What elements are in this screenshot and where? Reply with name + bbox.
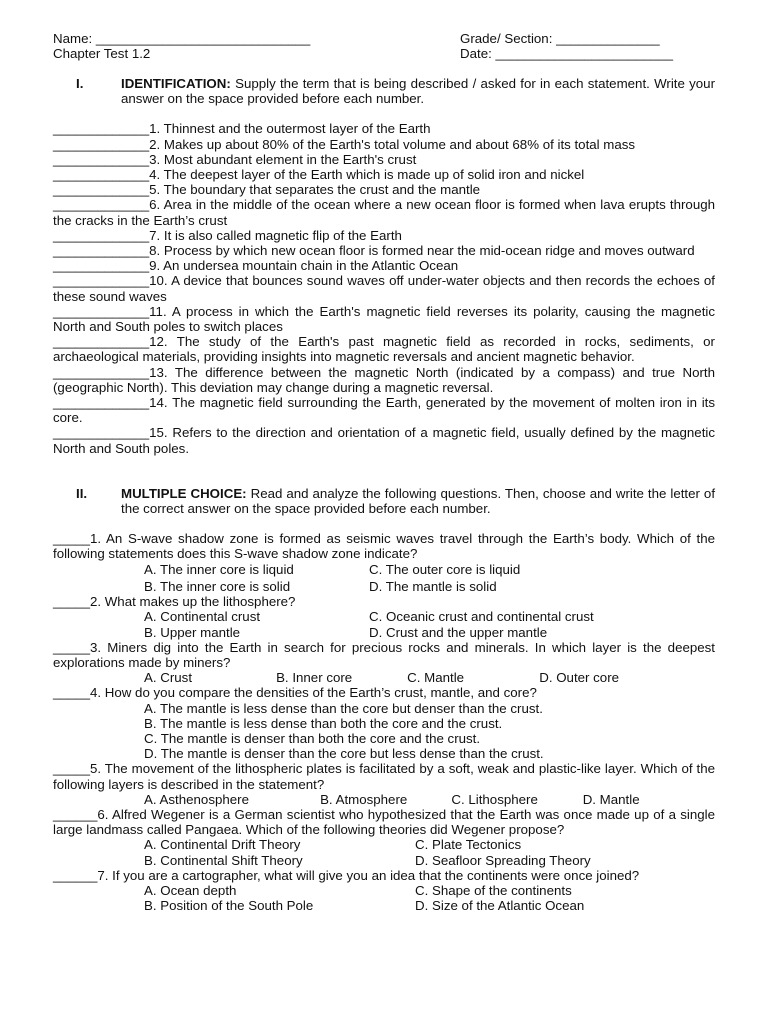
identification-item: _____________5. The boundary that separates the crust and the mantle: [53, 182, 481, 198]
question-block: [53, 594, 715, 640]
options-row: [53, 792, 715, 807]
answer-option: A. The mantle is less dense than the core but denser than the crust.: [144, 700, 543, 716]
section-instructions: [121, 76, 715, 106]
options-row: [53, 579, 715, 594]
answer-option: C. Plate Tectonics: [415, 837, 522, 853]
date-field: Date: ________________________: [460, 46, 673, 61]
section-numeral: I.: [76, 76, 84, 91]
options-row: [53, 625, 715, 640]
answer-option: B. Continental Shift Theory: [144, 852, 303, 868]
multiple-choice-section: [53, 486, 715, 913]
answer-option: C. The mantle is denser than both the core and the crust.: [144, 730, 481, 746]
section-heading: [53, 76, 715, 106]
question-block: [53, 531, 715, 594]
answer-option: A. The inner core is liquid: [144, 561, 294, 577]
answer-option: B. The inner core is solid: [144, 578, 291, 594]
question-stem: _____1. An S-wave shadow zone is formed as seismic waves travel through the Earth’s body. Which of the following statements does this S-wave shadow zone indicate?: [53, 531, 715, 562]
options-row: [53, 562, 715, 577]
question-stem: _____4. How do you compare the densities of the Earth’s crust, mantle, and core?: [53, 685, 537, 701]
test-title: Chapter Test 1.2: [53, 46, 151, 61]
question-stem: ______6. Alfred Wegener is a German scientist who hypothesized that the Earth was once made up of a single large landmass called Pangaea. Which of the following theories did Wegener propose?: [53, 806, 715, 838]
answer-option: C. Lithosphere: [451, 791, 538, 807]
section-title: MULTIPLE CHOICE:: [121, 485, 247, 501]
answer-option: D. Size of the Atlantic Ocean: [415, 898, 585, 914]
grade-section-field: Grade/ Section: ______________: [460, 31, 660, 46]
question-block: [53, 868, 715, 914]
options-row: [53, 609, 715, 624]
options-row: [53, 898, 715, 913]
instruction-text: Read and analyze the following questions. Then, choose and write the letter of the correct answer on the space provided before each number.: [121, 485, 716, 517]
answer-option: C. Oceanic crust and continental crust: [369, 609, 594, 625]
test-page: [53, 31, 715, 913]
options-row: [53, 670, 715, 685]
section-title: IDENTIFICATION:: [121, 76, 231, 91]
answer-option: A. Ocean depth: [144, 882, 237, 898]
identification-item: _____________8. Process by which new ocean floor is formed near the mid-ocean ridge and moves outward: [53, 243, 695, 259]
instruction-text: Supply the term that is being described / asked for in each statement. Write your answer on the space provided before each number.: [121, 76, 715, 107]
answer-option: D. The mantle is denser than the core but less dense than the crust.: [144, 746, 544, 762]
identification-item: _____________1. Thinnest and the outermost layer of the Earth: [53, 121, 431, 137]
options-row: [53, 883, 715, 898]
answer-option: C. Mantle: [407, 670, 465, 686]
question-stem: _____3. Miners dig into the Earth in search for precious rocks and minerals. In which layer is the deepest explorations made by miners?: [53, 639, 715, 670]
section-heading: [53, 486, 715, 516]
identification-item: _____________15. Refers to the direction and orientation of a magnetic field, usually defined by the magnetic North and South poles.: [53, 425, 715, 456]
answer-option: A. Continental crust: [144, 609, 261, 625]
identification-item: _____________2. Makes up about 80% of the Earth's total volume and about 68% of its total mass: [53, 136, 636, 152]
identification-items: [53, 121, 715, 455]
name-field: Name: _____________________________: [53, 31, 311, 46]
question-stem: _____5. The movement of the lithospheric plates is facilitated by a soft, weak and plastic-like layer. Which of the following layers is described in the statement?: [53, 761, 715, 792]
options-row: [53, 853, 715, 868]
question-block: [53, 761, 715, 807]
answer-option: C. Shape of the continents: [415, 882, 572, 898]
identification-item: _____________12. The study of the Earth's past magnetic field as recorded in rocks, sediments, or archaeological materials, providing insights into magnetic reversals and ancient magnetic behavior.: [53, 334, 715, 365]
answer-option: B. Upper mantle: [144, 624, 241, 640]
identification-item: _____________3. Most abundant element in the Earth's crust: [53, 151, 417, 167]
answer-option: D. The mantle is solid: [369, 578, 497, 594]
answer-option: B. Inner core: [276, 670, 353, 686]
question-stem: ______7. If you are a cartographer, what will give you an idea that the continents were once joined?: [53, 867, 640, 883]
identification-item: _____________6. Area in the middle of the ocean where a new ocean floor is formed when lava erupts through the cracks in the Earth’s crust: [53, 197, 715, 228]
answer-option: A. Continental Drift Theory: [144, 837, 301, 853]
question-block: [53, 685, 715, 761]
answer-option: D. Seafloor Spreading Theory: [415, 852, 591, 868]
answer-option: D. Mantle: [582, 791, 640, 807]
identification-item: _____________4. The deepest layer of the Earth which is made up of solid iron and nickel: [53, 167, 585, 183]
identification-item: _____________14. The magnetic field surrounding the Earth, generated by the movement of molten iron in its core.: [53, 395, 715, 426]
section-numeral: II.: [76, 485, 88, 501]
answer-option: A. Crust: [144, 670, 193, 686]
question-block: [53, 640, 715, 686]
identification-item: _____________11. A process in which the Earth's magnetic field reverses its polarity, causing the magnetic North and South poles to switch places: [53, 303, 715, 335]
answer-option: D. Outer core: [539, 670, 620, 686]
answer-option: B. Position of the South Pole: [144, 898, 314, 914]
question-block: [53, 807, 715, 868]
identification-item: _____________13. The difference between the magnetic North (indicated by a compass) and true North (geographic North). This deviation may change during a magnetic reversal.: [53, 364, 715, 395]
identification-section: [53, 76, 715, 456]
identification-item: _____________7. It is also called magnetic flip of the Earth: [53, 227, 402, 243]
answer-option: B. The mantle is less dense than both the core and the crust.: [144, 715, 503, 731]
options-row: [53, 837, 715, 852]
identification-item: _____________9. An undersea mountain chain in the Atlantic Ocean: [53, 258, 459, 274]
header: [53, 31, 715, 62]
answer-option: A. Asthenosphere: [144, 791, 249, 807]
question-stem: _____2. What makes up the lithosphere?: [53, 594, 296, 610]
multiple-choice-items: [53, 531, 715, 913]
identification-item: _____________10. A device that bounces sound waves off under-water objects and then records the echoes of these sound waves: [53, 273, 715, 304]
section-instructions: [121, 486, 715, 516]
answer-option: D. Crust and the upper mantle: [369, 624, 548, 640]
answer-option: B. Atmosphere: [320, 791, 408, 807]
answer-option: C. The outer core is liquid: [369, 561, 521, 577]
